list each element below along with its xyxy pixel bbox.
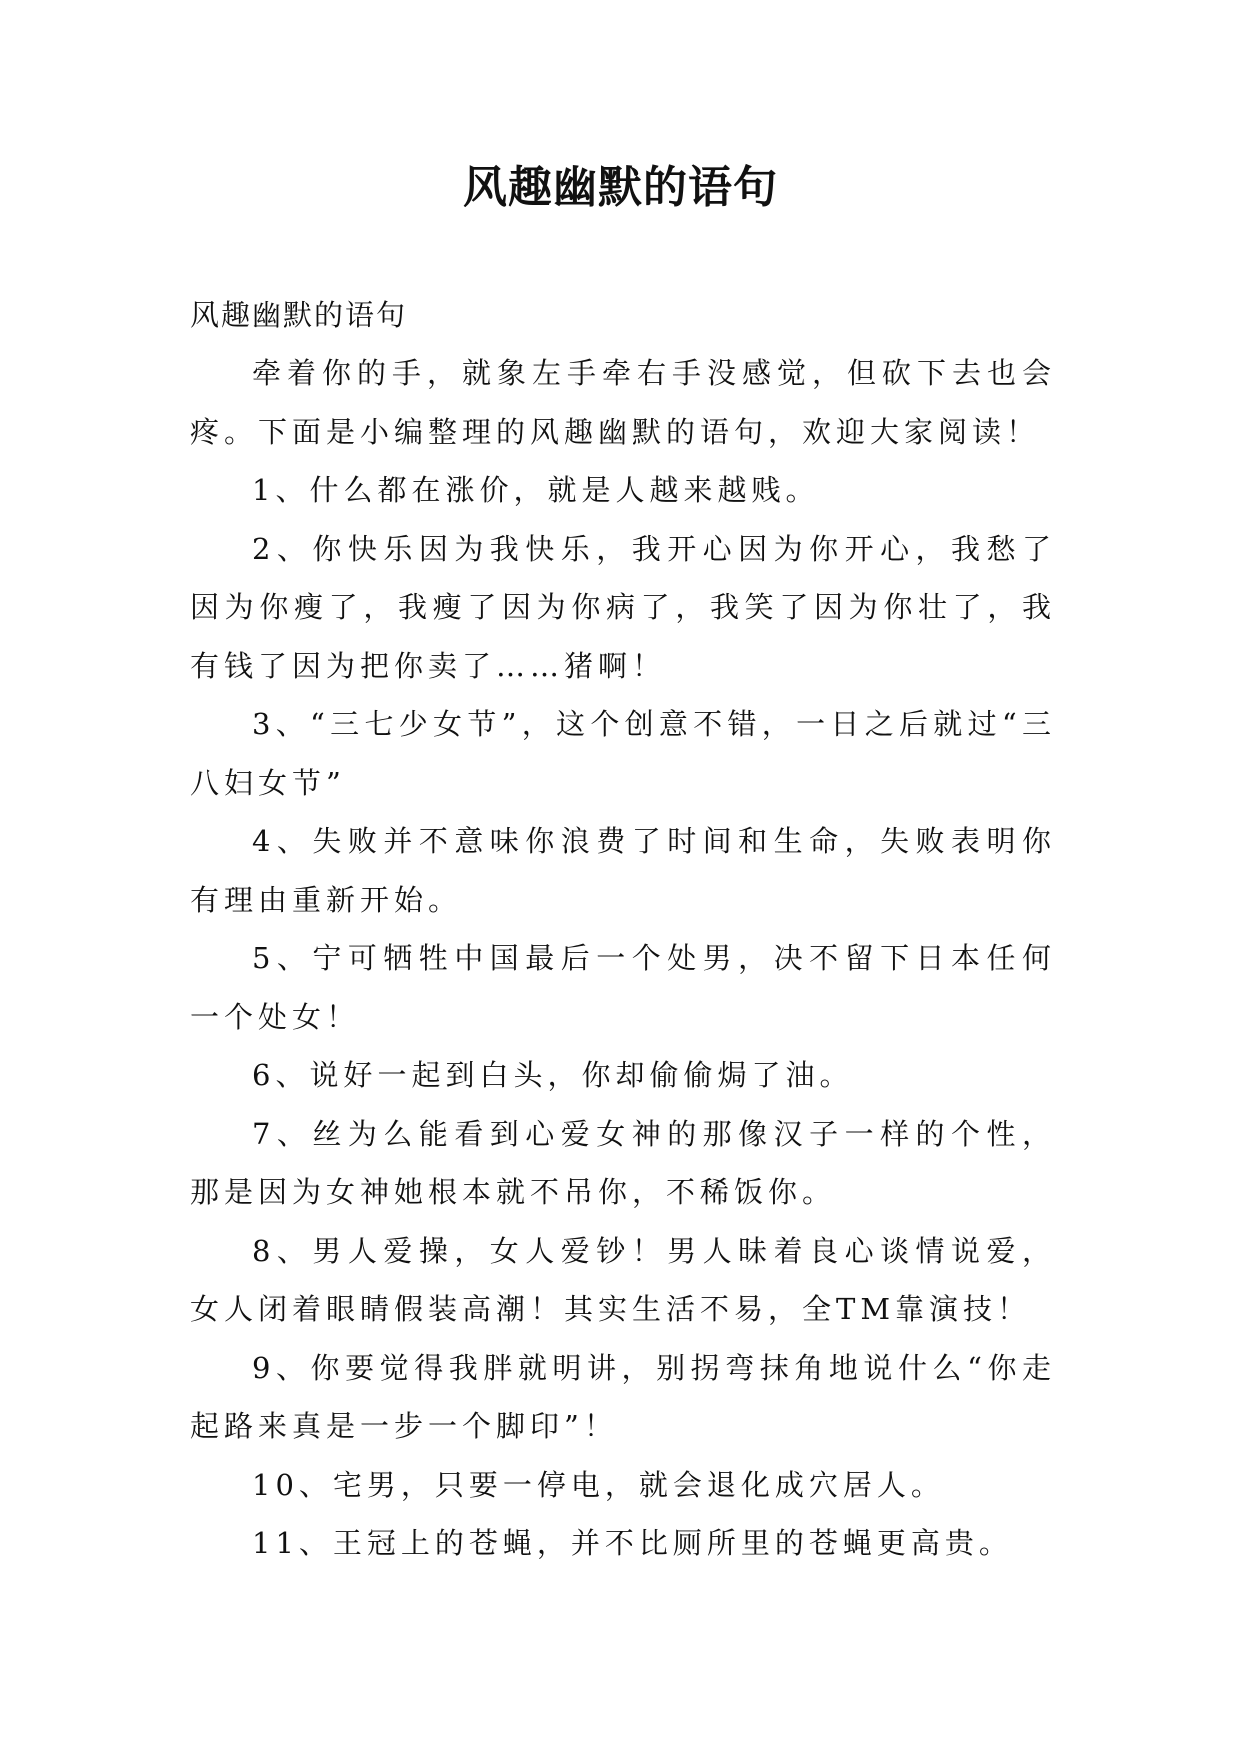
list-item: 10、宅男，只要一停电，就会退化成穴居人。	[252, 1467, 945, 1502]
list-item: 9、你要觉得我胖就明讲，别拐弯抹角地说什么“你走起路来真是一步一个脚印”！	[190, 1350, 1056, 1443]
list-item: 4、失败并不意味你浪费了时间和生命，失败表明你有理由重新开始。	[190, 824, 1056, 917]
section-heading: 风趣幽默的语句	[190, 298, 408, 332]
list-item: 7、丝为么能看到心爱女神的那像汉子一样的个性，那是因为女神她根本就不吊你，不稀饭你。	[190, 1116, 1056, 1209]
document-title: 风趣幽默的语句	[463, 162, 778, 213]
document-body	[190, 286, 1056, 1573]
list-item: 2、你快乐因为我快乐，我开心因为你开心，我愁了因为你瘦了，我瘦了因为你病了，我笑了因为你壮了，我有钱了因为把你卖了……猪啊！	[190, 531, 1056, 683]
list-item: 1、什么都在涨价，就是人越来越贱。	[252, 473, 820, 507]
list-item: 8、男人爱操，女人爱钞！男人昧着良心谈情说爱，女人闭着眼睛假装高潮！其实生活不易，全TM靠演技！	[190, 1233, 1056, 1326]
list-item: 6、说好一起到白头，你却偷偷焗了油。	[252, 1058, 854, 1092]
list-item: 5、宁可牺牲中国最后一个处男，决不留下日本任何一个处女！	[190, 941, 1056, 1034]
intro-paragraph: 牵着你的手，就象左手牵右手没感觉，但砍下去也会疼。下面是小编整理的风趣幽默的语句，欢迎大家阅读！	[190, 356, 1056, 449]
list-item: 3、“三七少女节”，这个创意不错，一日之后就过“三八妇女节”	[190, 707, 1056, 800]
list-item: 11、王冠上的苍蝇，并不比厕所里的苍蝇更高贵。	[252, 1526, 1013, 1560]
